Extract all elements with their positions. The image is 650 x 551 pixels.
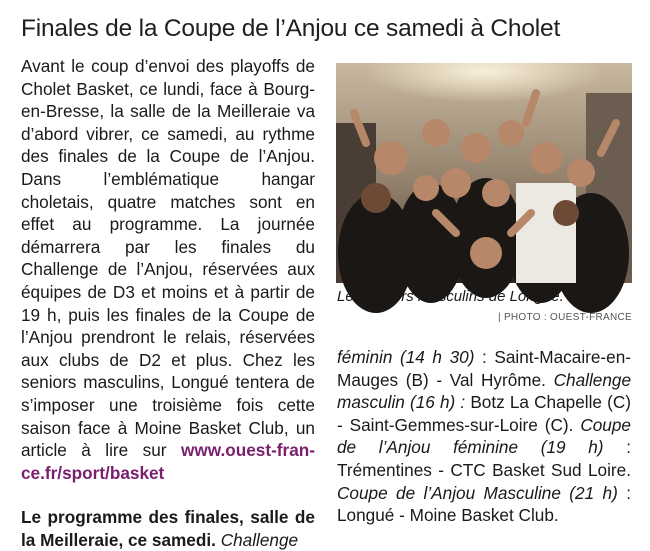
program-match: Botz La Chapelle (C) - Saint-Gemmes-sur-Loire (C). bbox=[337, 392, 631, 435]
headline: Finales de la Coupe de l’Anjou ce samedi à Cholet bbox=[21, 15, 561, 42]
program-label: Coupe de l’Anjou féminine (19 h) bbox=[337, 414, 631, 458]
photo-caption: Les seniors masculins de Longué. bbox=[337, 288, 564, 305]
program-list: féminin (14 h 30) : Saint-Macaire-en-Mauges (B) - Val Hyrôme. Challenge masculin (16 h) : Botz La Chapelle (C) - Saint-Gemmes-sur-Loire (C). Coupe de l’Anjou féminine (19 h) : Trémentines - CTC Basket Sud Loire. Coupe de l’Anjou Masculine (21 h) : Longué - Moine Basket Club. bbox=[337, 347, 632, 526]
program-match: Longué - Moine Basket Club. bbox=[337, 505, 559, 526]
team-photo bbox=[336, 63, 632, 283]
program-label: Challenge bbox=[220, 529, 299, 550]
photo-credit: | PHOTO : OUEST-FRANCE bbox=[497, 312, 632, 323]
program-label-rest: féminin (14 h 30) bbox=[337, 347, 475, 367]
program-paragraph bbox=[21, 506, 315, 551]
article-link[interactable]: www.ouest-france.fr/sport/basket bbox=[21, 440, 316, 483]
program-match: Saint-Macaire-en-Mauges (B) - Val Hyrôme. bbox=[337, 347, 631, 390]
body-text: Avant le coup d’envoi des playoffs de Cholet Basket, ce lundi, face à Bourg-en-Bresse, la salle de la Meilleraie va d’abord vibrer, ce samedi, au rythme des finales de la Coupe de l’Anjou. Dans l’emblématique hangar choletais, quatre matches sont en effet au programme. La journée démarrera par les finales du Challenge de l’Anjou, réservées aux équipes de D3 et moins et à partir de 19 h, puis les finales de la Coupe de l’Anjou prendront le relais, réservées aux clubs de D2 et plus. Chez les seniors masculins, Longué tentera de s’imposer une troisième fois cette saison face à Moine Basket Club, un article à lire sur bbox=[21, 56, 315, 461]
team-photo-illustration bbox=[336, 63, 632, 283]
article-column-right bbox=[337, 346, 631, 527]
program-intro: Le programme des finales, salle de la Meilleraie, ce samedi. bbox=[21, 507, 315, 550]
program-label: Coupe de l’Anjou Masculine (21 h) bbox=[337, 482, 618, 503]
article-body bbox=[21, 55, 315, 484]
program-label: Challenge masculin (16 h) : bbox=[337, 369, 632, 413]
program-match: Trémentines - CTC Basket Sud Loire. bbox=[337, 459, 631, 480]
article-column-left bbox=[21, 55, 315, 551]
